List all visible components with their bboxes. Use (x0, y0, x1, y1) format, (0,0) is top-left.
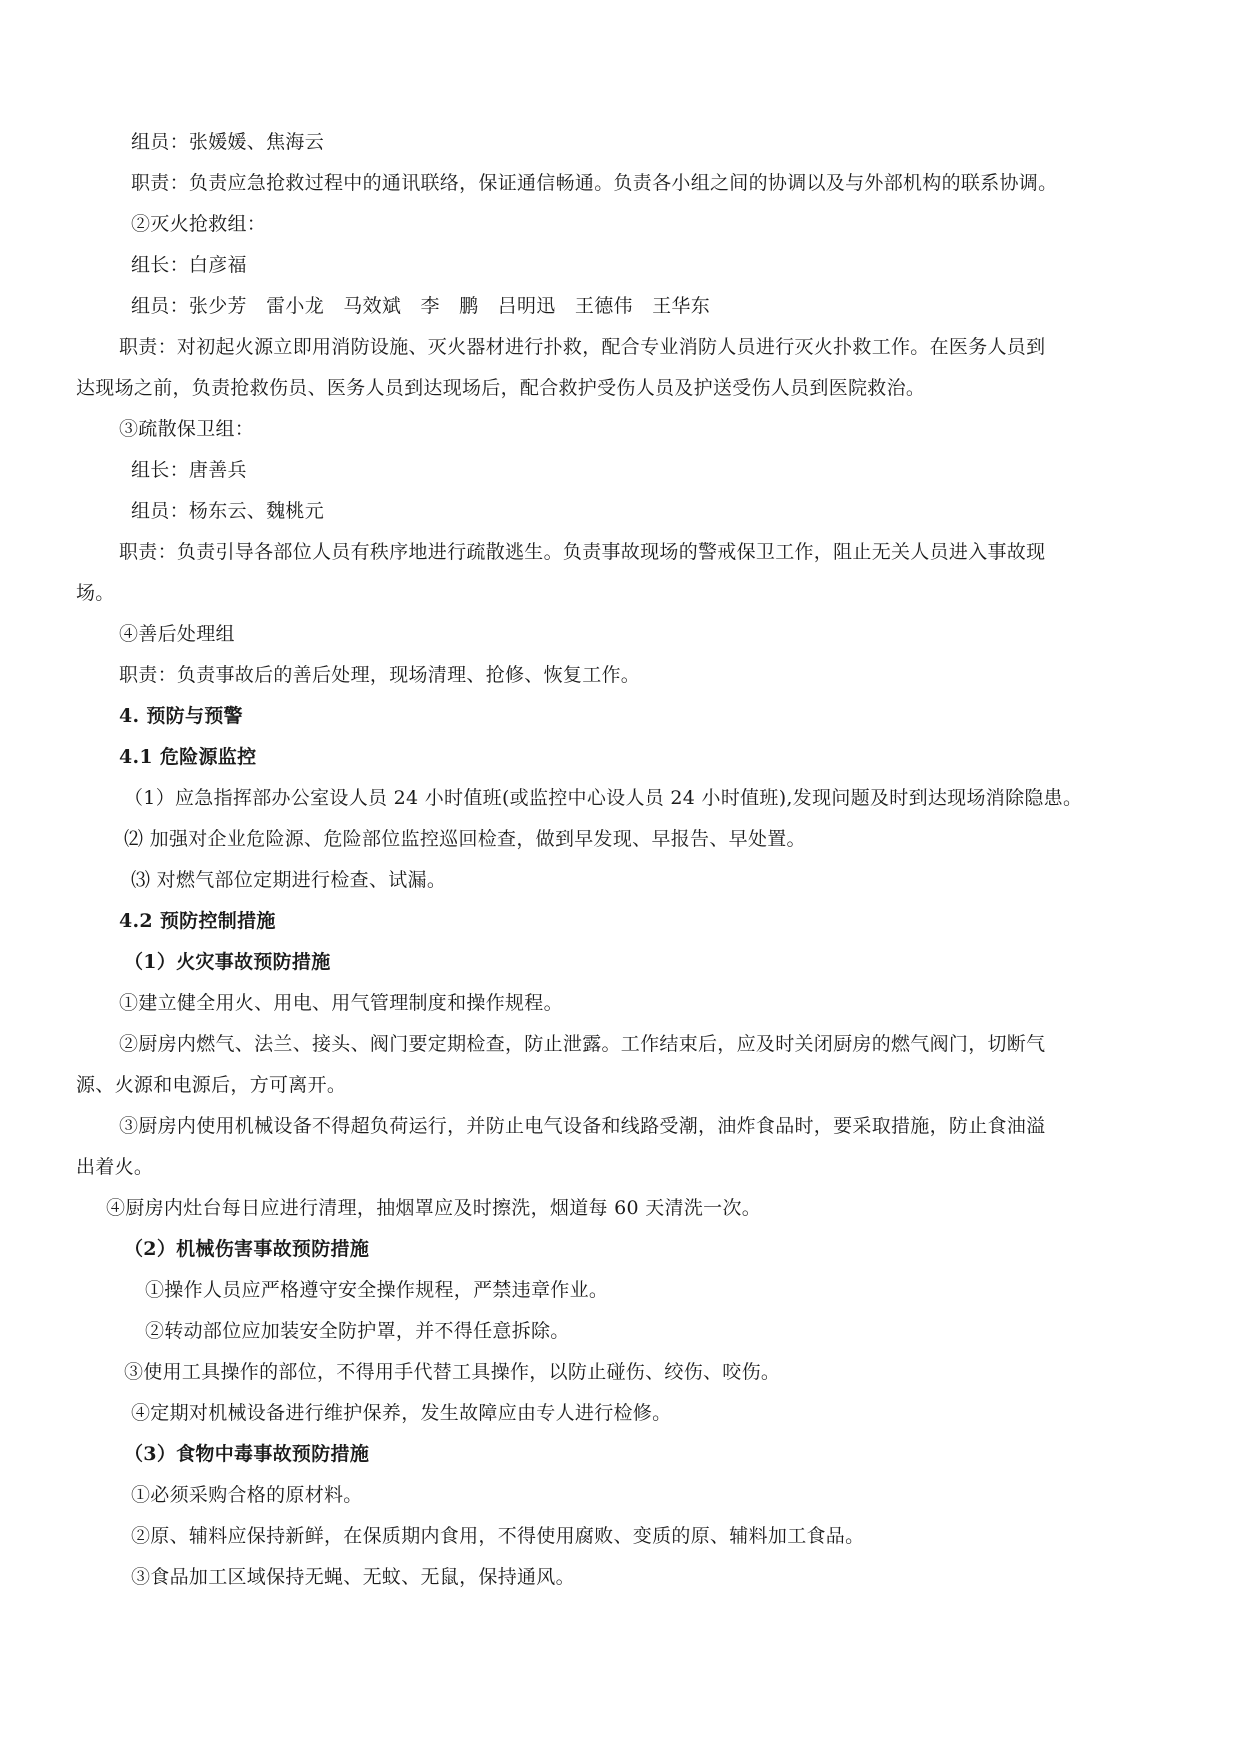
paragraph-line: （1）应急指挥部办公室设人员 24 小时值班(或监控中心设人员 24 小时值班),发现问题及时到达现场消除隐患。 (124, 787, 1083, 809)
paragraph-line: ②厨房内燃气、法兰、接头、阀门要定期检查，防止泄露。工作结束后，应及时关闭厨房的燃气阀门，切断气 (119, 1033, 1046, 1055)
section-heading: 4.2 预防控制措施 (119, 910, 276, 932)
paragraph-line: 组长：唐善兵 (131, 459, 247, 481)
paragraph-line: ③使用工具操作的部位，不得用手代替工具操作，以防止碰伤、绞伤、咬伤。 (124, 1361, 781, 1383)
subsection-heading: （3）食物中毒事故预防措施 (124, 1443, 370, 1465)
paragraph-line: 职责：负责应急抢救过程中的通讯联络，保证通信畅通。负责各小组之间的协调以及与外部机构的联系协调。 (131, 172, 1058, 194)
paragraph-line: 源、火源和电源后，方可离开。 (76, 1074, 347, 1096)
section-heading: 4. 预防与预警 (119, 705, 243, 727)
paragraph-line: ④厨房内灶台每日应进行清理，抽烟罩应及时擦洗，烟道每 60 天清洗一次。 (106, 1197, 762, 1219)
subsection-heading: ④善后处理组 (119, 623, 235, 645)
paragraph-line: ①操作人员应严格遵守安全操作规程，严禁违章作业。 (145, 1279, 609, 1301)
paragraph-line: 组员：张少芳 雷小龙 马效斌 李 鹏 吕明迅 王德伟 王华东 (131, 295, 711, 317)
paragraph-line: ①建立健全用火、用电、用气管理制度和操作规程。 (119, 992, 563, 1014)
paragraph-line: 职责：负责引导各部位人员有秩序地进行疏散逃生。负责事故现场的警戒保卫工作，阻止无关人员进入事故现 (119, 541, 1046, 563)
paragraph-line: ②转动部位应加装安全防护罩，并不得任意拆除。 (145, 1320, 570, 1342)
subsection-heading: （2）机械伤害事故预防措施 (124, 1238, 370, 1260)
paragraph-line: ②原、辅料应保持新鲜，在保质期内食用，不得使用腐败、变质的原、辅料加工食品。 (131, 1525, 865, 1547)
paragraph-line: 组长：白彦福 (131, 254, 247, 276)
paragraph-line: 组员：杨东云、魏桃元 (131, 500, 325, 522)
paragraph-line: ⑵ 加强对企业危险源、危险部位监控巡回检查，做到早发现、早报告、早处置。 (124, 828, 806, 850)
paragraph-line: 出着火。 (76, 1156, 154, 1178)
paragraph-line: ③厨房内使用机械设备不得超负荷运行，并防止电气设备和线路受潮，油炸食品时，要采取措施，防止食油溢 (119, 1115, 1046, 1137)
paragraph-line: 场。 (76, 582, 115, 604)
section-heading: 4.1 危险源监控 (119, 746, 257, 768)
subsection-heading: ②灭火抢救组： (131, 213, 267, 235)
paragraph-line: 职责：对初起火源立即用消防设施、灭火器材进行扑救，配合专业消防人员进行灭火扑救工作。在医务人员到 (119, 336, 1046, 358)
subsection-heading: ③疏散保卫组： (119, 418, 255, 440)
subsection-heading: （1）火灾事故预防措施 (124, 951, 331, 973)
paragraph-line: ④定期对机械设备进行维护保养，发生故障应由专人进行检修。 (131, 1402, 672, 1424)
paragraph-line: 职责：负责事故后的善后处理，现场清理、抢修、恢复工作。 (119, 664, 641, 686)
paragraph-line: 组员：张媛媛、焦海云 (131, 131, 325, 153)
paragraph-line: ①必须采购合格的原材料。 (131, 1484, 363, 1506)
paragraph-line: 达现场之前，负责抢救伤员、医务人员到达现场后，配合救护受伤人员及护送受伤人员到医院救治。 (76, 377, 926, 399)
paragraph-line: ③食品加工区域保持无蝇、无蚊、无鼠，保持通风。 (131, 1566, 575, 1588)
paragraph-line: ⑶ 对燃气部位定期进行检查、试漏。 (131, 869, 447, 891)
